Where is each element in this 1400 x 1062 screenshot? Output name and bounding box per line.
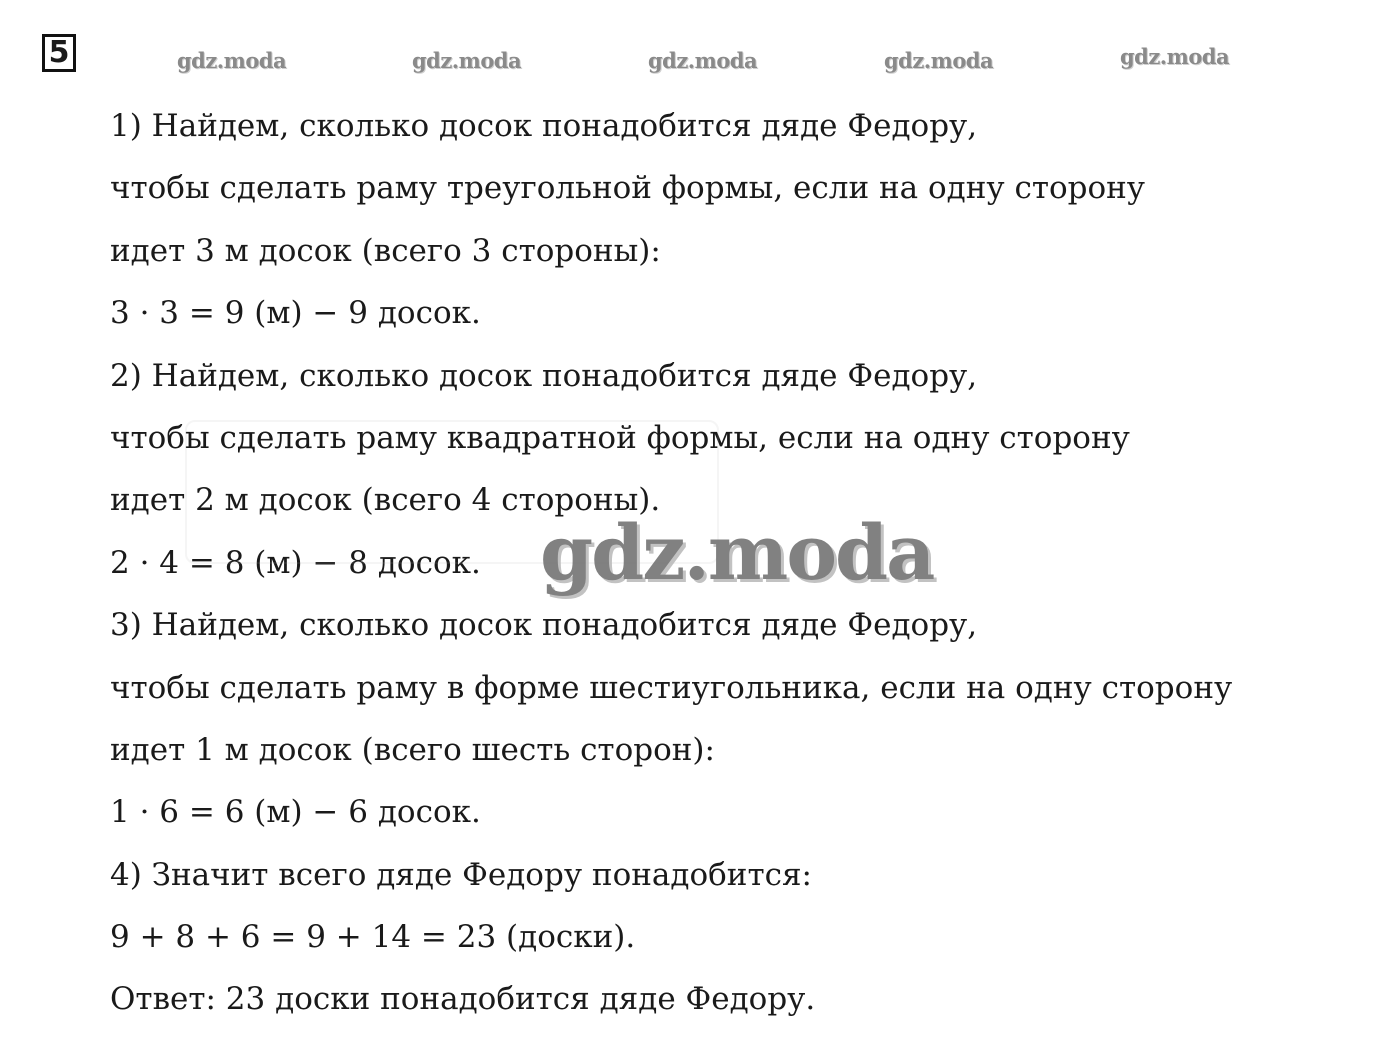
solution-line: идет 3 м досок (всего 3 стороны): <box>110 232 661 269</box>
watermark-logo: gdz.moda <box>648 48 758 73</box>
watermark-logo: gdz.moda <box>1120 44 1230 69</box>
answer-line: Ответ: 23 доски понадобится дяде Федору. <box>110 981 816 1018</box>
solution-line: 2) Найдем, сколько досок понадобится дяде Федору, <box>110 357 978 394</box>
solution-line: чтобы сделать раму в форме шестиугольника, если на одну сторону <box>110 669 1233 706</box>
watermark-logo-large: gdz.moda <box>540 508 934 597</box>
solution-line: 9 + 8 + 6 = 9 + 14 = 23 (доски). <box>110 919 636 956</box>
watermark-logo: gdz.moda <box>412 48 522 73</box>
solution-line: 1 · 6 = 6 (м) − 6 досок. <box>110 794 481 831</box>
watermark-row <box>0 44 1400 78</box>
solution-line: чтобы сделать раму треугольной формы, если на одну сторону <box>110 170 1146 207</box>
task-number-badge: 5 <box>42 34 76 72</box>
solution-line: идет 1 м досок (всего шесть сторон): <box>110 731 715 768</box>
solution-line: 4) Значит всего дяде Федору понадобится: <box>110 856 812 893</box>
solution-line: 2 · 4 = 8 (м) − 8 досок. <box>110 544 481 581</box>
solution-line: идет 2 м досок (всего 4 стороны). <box>110 482 661 519</box>
solution-line: 3 · 3 = 9 (м) − 9 досок. <box>110 295 481 332</box>
solution-line: 3) Найдем, сколько досок понадобится дяде Федору, <box>110 607 978 644</box>
watermark-logo: gdz.moda <box>884 48 994 73</box>
solution-line: 1) Найдем, сколько досок понадобится дяде Федору, <box>110 108 978 144</box>
solution-line: чтобы сделать раму квадратной формы, если на одну сторону <box>110 419 1130 456</box>
watermark-logo: gdz.moda <box>177 48 287 73</box>
